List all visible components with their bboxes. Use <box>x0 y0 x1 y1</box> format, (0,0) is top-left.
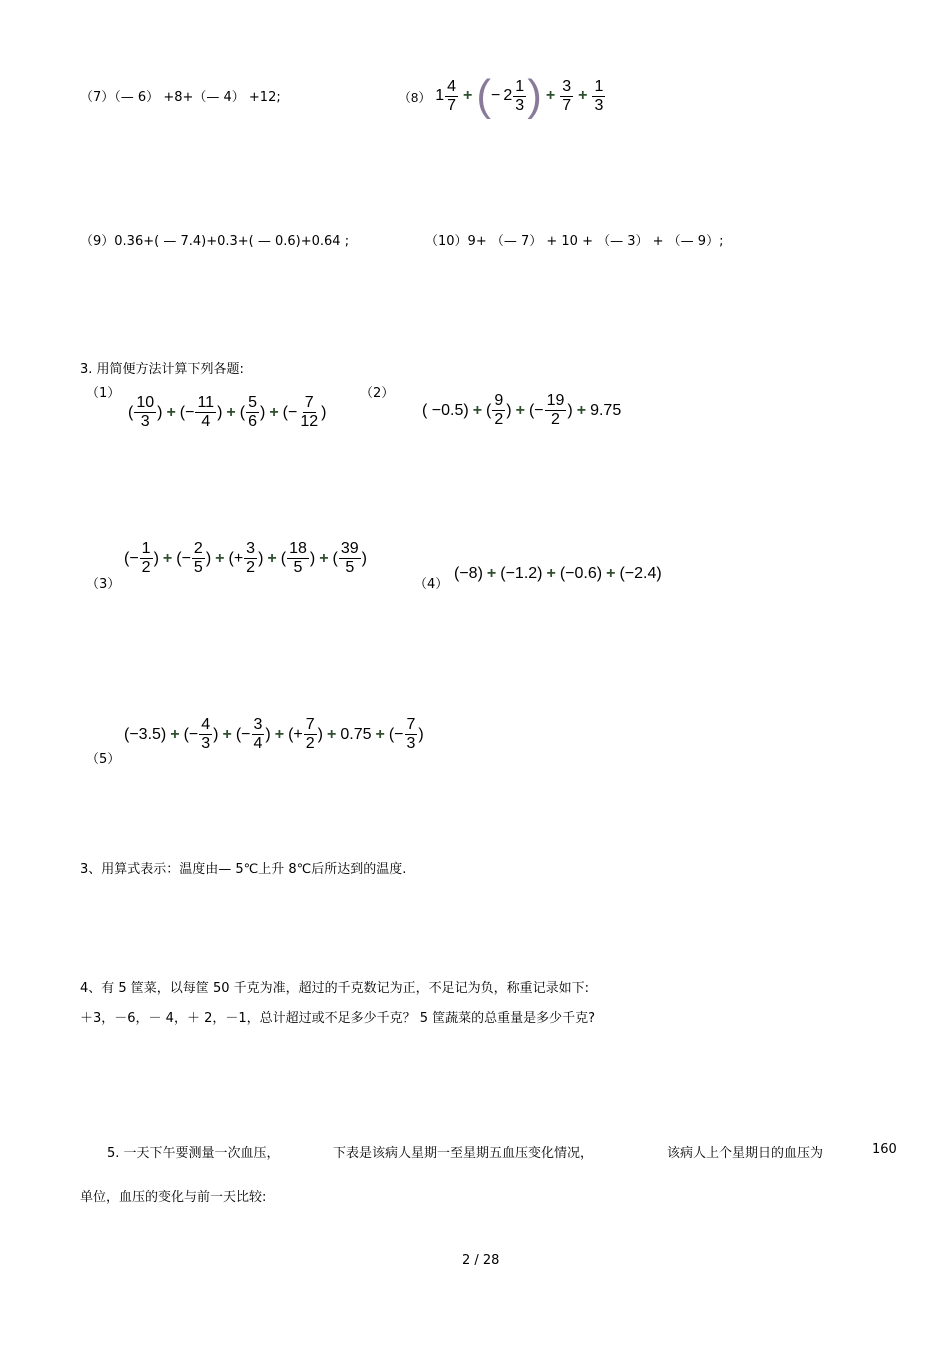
question-2-expression: ( −0.5) + ( $\frac{9}{2}$ ) + (− $\frac{19}{2}$ ) + 9.75 <box>422 392 622 428</box>
plus-sign: + <box>226 403 236 421</box>
q3-fraction-3 <box>244 540 257 577</box>
q4-term-3: (−0.6) <box>559 565 603 582</box>
q4-term-4: (−2.4) <box>619 565 662 582</box>
numerator: 1 <box>141 540 151 557</box>
q5-lead: (−3.5) <box>124 725 167 743</box>
denominator: 5 <box>345 559 355 576</box>
numerator: 1 <box>515 77 525 95</box>
plus-sign: + <box>578 87 588 104</box>
denominator: 7 <box>562 96 572 114</box>
q3-fraction-4 <box>287 540 309 577</box>
section-3-heading: 3. 用简便方法计算下列各题: <box>80 362 244 377</box>
problem-8 <box>398 71 606 120</box>
denominator: 3 <box>201 735 211 752</box>
q5-fraction-4 <box>405 716 418 753</box>
q2-fraction-2 <box>545 392 567 429</box>
denominator: 3 <box>594 96 604 114</box>
q3-label: （3） <box>86 577 121 592</box>
plus-sign: + <box>274 725 285 743</box>
problem-10-label: （10） <box>425 234 468 249</box>
problem-7 <box>80 86 281 105</box>
denominator: 2 <box>141 559 151 576</box>
q5-label: （5） <box>86 752 121 767</box>
vegetable-problem-line-1: 4、有 5 筐菜，以每筐 50 千克为准，超过的千克数记为正，不足记为负，称重记录如下: <box>80 981 589 996</box>
p8-term1-fraction <box>445 78 458 115</box>
question-1-expression: ( $\frac{10}{3}$ ) + (− $\frac{11}{4}$ ) + ( $\frac{5}{6}$ ) + (− $\frac{7}{12}$ ) <box>128 394 327 430</box>
right-paren: ) <box>527 71 542 120</box>
question-5-expression: (−3.5) + (− $\frac{4}{3}$ ) + (− $\frac{3}{4}$ ) + (+ $\frac{7}{2}$ ) + 0.75 + (− $\frac{7}{3}$ ) <box>124 716 424 752</box>
plus-sign: + <box>215 549 225 567</box>
q1-label: （1） <box>86 386 121 401</box>
plus-sign: + <box>319 549 329 567</box>
numerator: 3 <box>253 716 263 733</box>
denominator: 5 <box>193 559 203 576</box>
plus-sign: + <box>606 565 616 582</box>
problem-8-label: （8） <box>398 89 432 105</box>
denominator: 2 <box>305 735 315 752</box>
problem-9-expression: 0.36+( — 7.4)+0.3+( — 0.6)+0.64 ; <box>114 234 350 249</box>
numerator: 2 <box>193 540 203 557</box>
problem-9 <box>80 230 349 249</box>
numerator: 18 <box>289 540 307 557</box>
q5-fraction-3 <box>304 716 317 753</box>
denominator: 3 <box>140 413 150 430</box>
q4-term-2: (−1.2) <box>500 565 543 582</box>
denominator: 4 <box>253 735 263 752</box>
p8-term2-fraction <box>513 78 526 115</box>
blood-pressure-line-1b: 下表是该病人星期一至星期五血压变化情况， <box>333 1146 594 1161</box>
q1-fraction-3 <box>246 394 259 431</box>
numerator: 19 <box>546 392 565 409</box>
denominator: 12 <box>300 413 319 430</box>
plus-sign: + <box>486 565 497 582</box>
q1-fraction-2 <box>195 394 216 431</box>
q2-label: （2） <box>360 386 395 401</box>
numerator: 10 <box>136 394 155 411</box>
q5-middle: 0.75 <box>340 725 372 743</box>
problem-10 <box>425 230 723 249</box>
denominator: 2 <box>246 559 256 576</box>
p8-term2-whole: 2 <box>503 87 513 104</box>
denominator: 2 <box>494 411 504 428</box>
problem-10-expression: 9+ （— 7） + 10 + （— 3） + （— 9）; <box>467 234 724 249</box>
plus-sign: + <box>222 725 232 743</box>
q1-fraction-1 <box>134 394 156 431</box>
numerator: 7 <box>305 716 315 733</box>
numerator: 9 <box>494 392 504 409</box>
blood-pressure-line-2: 单位，血压的变化与前一天比较: <box>80 1190 267 1205</box>
q5-fraction-1 <box>199 716 212 753</box>
problem-7-label: （7） <box>80 90 115 105</box>
plus-sign: + <box>546 565 556 582</box>
plus-sign: + <box>576 401 587 419</box>
plus-sign: + <box>545 87 556 104</box>
left-paren: ( <box>476 71 492 120</box>
denominator: 5 <box>293 559 303 576</box>
plus-sign: + <box>170 725 180 743</box>
q4-term-1: (−8) <box>454 565 483 582</box>
temperature-problem: 3、用算式表示：温度由— 5℃上升 8℃后所达到的温度. <box>80 862 407 877</box>
plus-sign: + <box>472 401 483 419</box>
numerator: 39 <box>340 540 359 557</box>
numerator: 4 <box>201 716 211 733</box>
denominator: 6 <box>248 413 257 430</box>
q3-fraction-5 <box>339 540 361 577</box>
p8-term3-fraction <box>560 78 573 115</box>
plus-sign: + <box>166 403 176 421</box>
page-number: 2 / 28 <box>462 1253 500 1268</box>
q3-fraction-1 <box>140 540 153 577</box>
denominator: 3 <box>515 96 525 114</box>
q4-label: （4） <box>414 577 449 592</box>
numerator: 7 <box>304 394 314 411</box>
blood-pressure-line-1d: 160 <box>872 1142 897 1157</box>
p8-term2-sign: − <box>491 87 501 104</box>
p8-term4-fraction <box>592 78 605 115</box>
plus-sign: + <box>375 725 385 743</box>
q2-fraction-1 <box>492 392 505 429</box>
plus-sign: + <box>327 725 337 743</box>
plus-sign: + <box>515 401 525 419</box>
numerator: 1 <box>594 77 604 95</box>
q5-fraction-2 <box>252 716 265 753</box>
p8-term1-whole: 1 <box>435 87 445 104</box>
problem-7-expression: （— 6） +8+（— 4） +12; <box>114 90 281 105</box>
plus-sign: + <box>162 549 173 567</box>
problem-9-label: （9） <box>80 234 115 249</box>
numerator: 11 <box>197 394 215 411</box>
numerator: 7 <box>406 716 416 733</box>
blood-pressure-line-1a: 5. 一天下午要测量一次血压， <box>107 1146 280 1161</box>
question-4-expression <box>454 565 662 583</box>
plus-sign: + <box>267 549 277 567</box>
question-3-expression: (− $\frac{1}{2}$ ) + (− $\frac{2}{5}$ ) + (+ $\frac{3}{2}$ ) + ( $\frac{18}{5}$ ) + ( $\frac{39}{5}$ ) <box>124 540 367 576</box>
plus-sign: + <box>463 87 473 104</box>
numerator: 4 <box>447 77 457 95</box>
plus-sign: + <box>269 403 279 421</box>
q3-fraction-2 <box>192 540 205 577</box>
q1-fraction-4 <box>298 394 320 431</box>
q2-tail: 9.75 <box>590 401 622 419</box>
q2-lead: ( −0.5) <box>422 401 469 419</box>
numerator: 5 <box>248 394 257 411</box>
blood-pressure-line-1c: 该病人上个星期日的血压为 <box>667 1146 824 1161</box>
denominator: 7 <box>447 96 457 114</box>
numerator: 3 <box>562 77 572 95</box>
denominator: 4 <box>201 413 211 430</box>
numerator: 3 <box>246 540 256 557</box>
denominator: 2 <box>551 411 560 428</box>
denominator: 3 <box>406 735 416 752</box>
vegetable-problem-line-2: ＋3，－6，－ 4，＋ 2，－1，总计超过或不足多少千克？ 5 筐蔬菜的总重量是多少千克? <box>80 1011 596 1026</box>
